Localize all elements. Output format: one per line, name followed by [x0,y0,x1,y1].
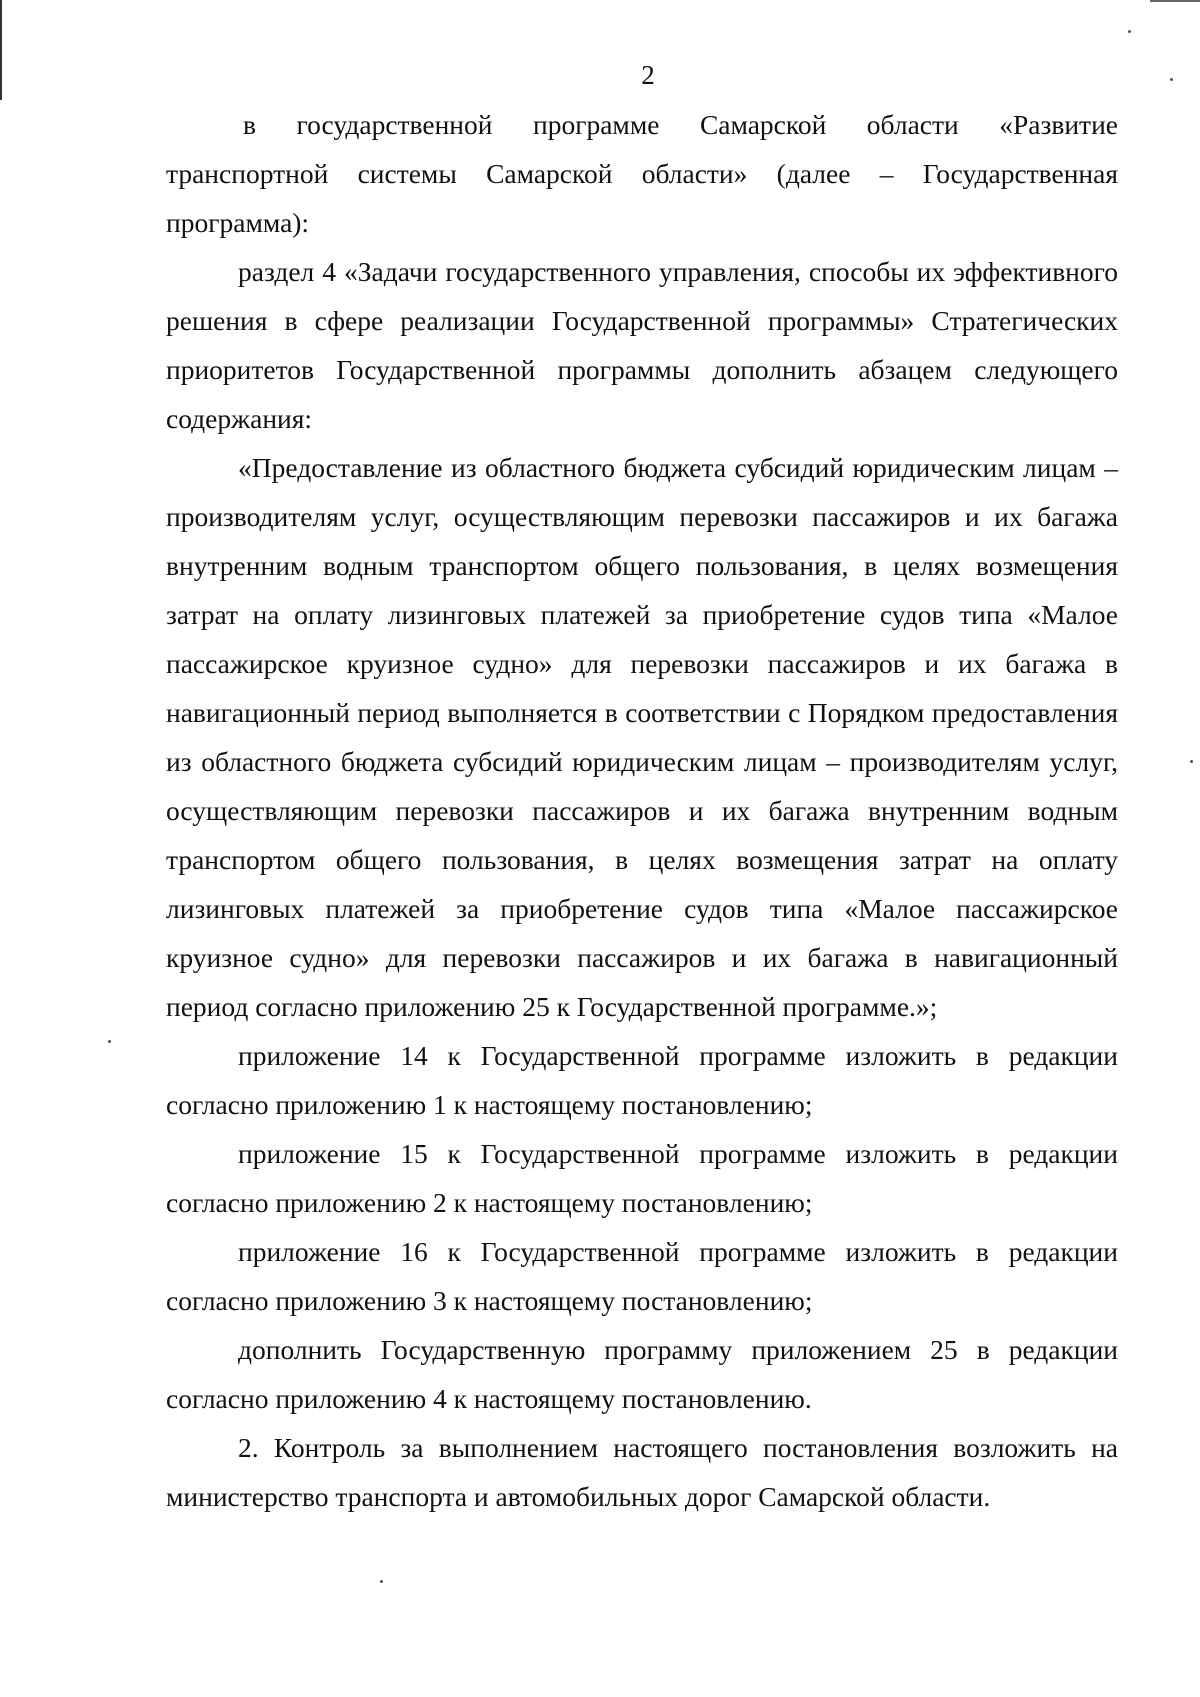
scan-speck [1128,30,1131,33]
paragraph: раздел 4 «Задачи государственного управления, способы их эффективного решения в сфере реализации Государственной программы» Стратегических приоритетов Государственной программы дополнить абзацем следующего содержания: [166,256,1118,434]
scan-speck [380,1580,383,1583]
paragraph: приложение 16 к Государственной программе изложить в редакции согласно приложению 3 к настоящему постановлению; [166,1236,1118,1316]
paragraph: дополнить Государственную программу приложением 25 в редакции согласно приложению 4 к настоящему постановлению. [166,1334,1118,1414]
scan-edge-mark [1150,0,1200,2]
scan-speck [1190,760,1193,763]
paragraph: приложение 14 к Государственной программе изложить в редакции согласно приложению 1 к настоящему постановлению; [166,1040,1118,1120]
paragraph: в государственной программе Самарской области «Развитие транспортной системы Самарской области» (далее – Государственная программа): [166,109,1118,238]
page-number: 2 [641,60,655,90]
scan-speck [108,1040,111,1043]
paragraph: приложение 15 к Государственной программе изложить в редакции согласно приложению 2 к настоящему постановлению; [166,1138,1118,1218]
paragraph: «Предоставление из областного бюджета субсидий юридическим лицам – производителям услуг, осуществляющим перевозки пассажиров и их багажа внутренним водным транспортом общего пользования, в целях возмещения затрат на оплату лизинговых платежей за приобретение судов типа «Малое пассажирское круизное судно» для перевозки пассажиров и их багажа в навигационный период выполняется в соответствии с Порядком предоставления из областного бюджета субсидий юридическим лицам – производителям услуг, осуществляющим перевозки пассажиров и их багажа внутренним водным транспортом общего пользования, в целях возмещения затрат на оплату лизинговых платежей за приобретение судов типа «Малое пассажирское круизное судно» для перевозки пассажиров и их багажа в навигационный период согласно приложению 25 к Государственной программе.»; [166,452,1118,1022]
paragraph: 2. Контроль за выполнением настоящего постановления возложить на министерство транспорта и автомобильных дорог Самарской области. [166,1432,1118,1512]
document-body [166,100,1118,1521]
